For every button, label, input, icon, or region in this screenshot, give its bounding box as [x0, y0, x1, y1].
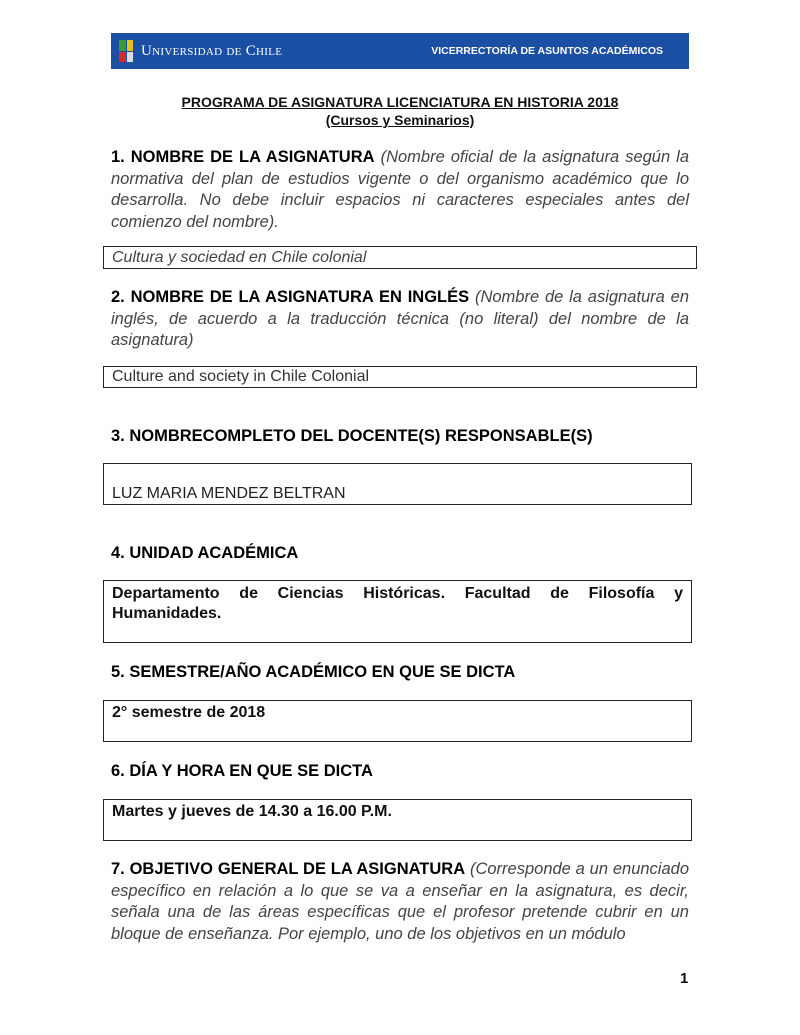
- section-2-heading: [111, 287, 689, 352]
- section-6-heading: [111, 761, 689, 783]
- university-shield-icon: [119, 40, 133, 62]
- office-name: VICERRECTORÍA DE ASUNTOS ACADÉMICOS: [431, 45, 663, 57]
- university-logo: [119, 40, 282, 62]
- section-heading: 1. NOMBRE DE LA ASIGNATURA: [111, 148, 375, 166]
- semester-field: 2° semestre de 2018: [103, 700, 692, 742]
- course-name-english-field: Culture and society in Chile Colonial: [103, 366, 697, 388]
- section-heading: 6. DÍA Y HORA EN QUE SE DICTA: [111, 762, 373, 780]
- academic-unit-field: Departamento de Ciencias Históricas. Facultad de Filosofía y Humanidades.: [103, 580, 692, 643]
- schedule-field: Martes y jueves de 14.30 a 16.00 P.M.: [103, 799, 692, 841]
- section-heading: 7. OBJETIVO GENERAL DE LA ASIGNATURA: [111, 860, 466, 878]
- section-note: (Nombre de la asignatura en inglés, de acuerdo a la traducción técnica (no literal) del nombre de la asignatura): [111, 288, 689, 349]
- section-heading: 4. UNIDAD ACADÉMICA: [111, 544, 299, 562]
- section-3-heading: [111, 426, 689, 448]
- section-note: (Corresponde a un enunciado específico en relación a lo que se va a enseñar en la asignatura, es decir, señala una de las áreas específicas que el profesor pretende cubrir en un bloque de enseñanza. Por ejemplo, uno de los objetivos en un módulo: [111, 860, 689, 943]
- header-banner: [111, 33, 689, 69]
- section-note: (Nombre oficial de la asignatura según la normativa del plan de estudios vigente o del organismo académico que lo desarrolla. No debe incluir espacios ni caracteres especiales antes del comienzo del nombre).: [111, 148, 689, 231]
- document-title: PROGRAMA DE ASIGNATURA LICENCIATURA EN HISTORIA 2018: [181, 94, 619, 110]
- page-number: 1: [680, 970, 689, 987]
- document-subtitle: (Cursos y Seminarios): [325, 112, 475, 128]
- section-heading: 5. SEMESTRE/AÑO ACADÉMICO EN QUE SE DICTA: [111, 663, 516, 681]
- instructor-field: LUZ MARIA MENDEZ BELTRAN: [103, 463, 692, 505]
- section-heading: 2. NOMBRE DE LA ASIGNATURA EN INGLÉS: [111, 288, 470, 306]
- section-heading: 3. NOMBRECOMPLETO DEL DOCENTE(S) RESPONSABLE(S): [111, 427, 593, 445]
- section-4-heading: [111, 543, 689, 565]
- university-name: Universidad de Chile: [141, 42, 283, 59]
- course-name-field: Cultura y sociedad en Chile colonial: [103, 246, 697, 269]
- section-1-heading: [111, 147, 689, 233]
- section-7-heading: [111, 859, 689, 945]
- section-5-heading: [111, 662, 689, 684]
